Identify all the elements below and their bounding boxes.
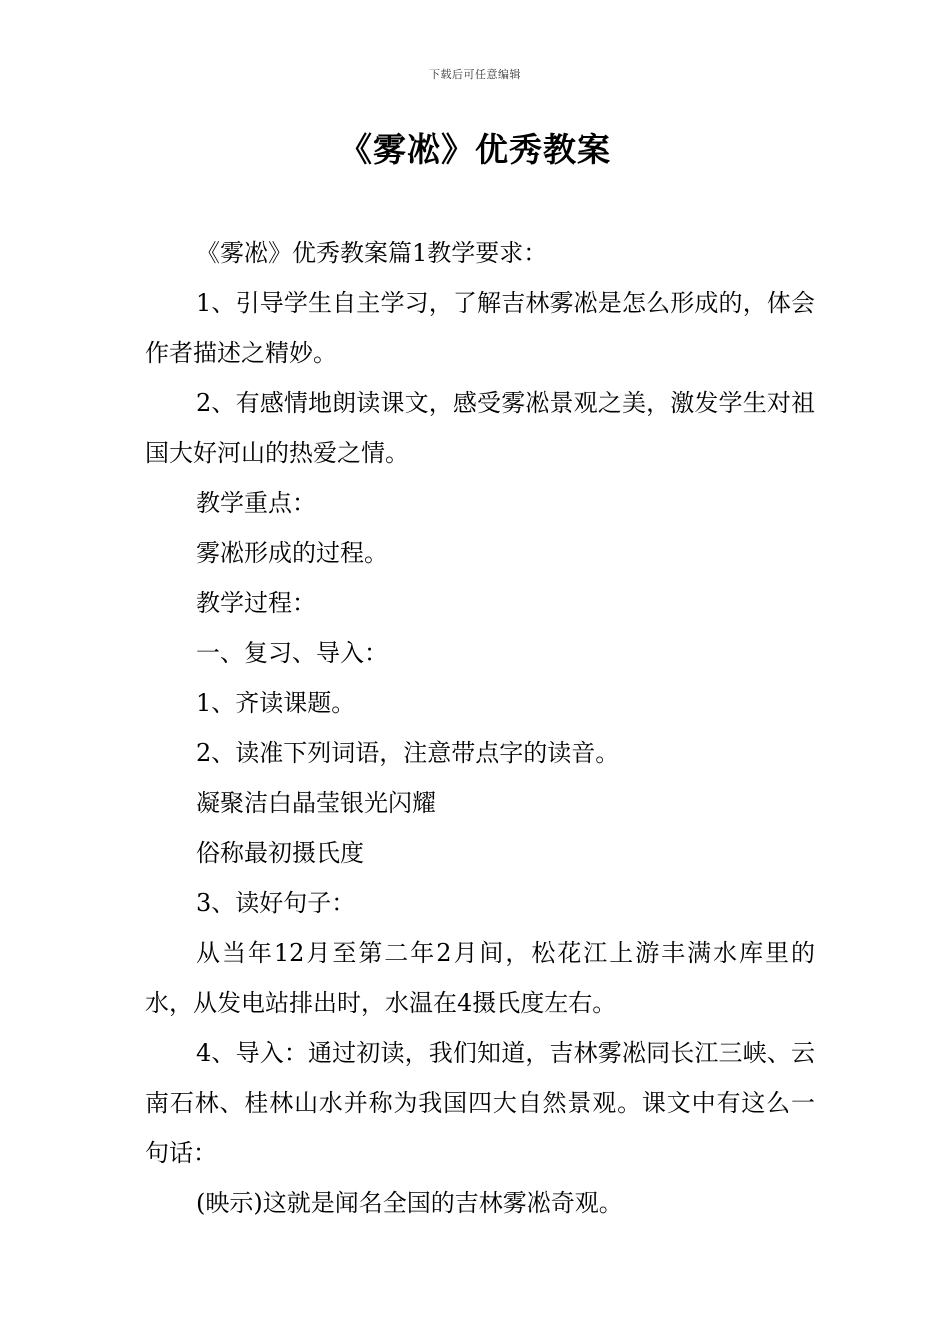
paragraph-process-heading: 教学过程： (196, 589, 316, 617)
paragraph-key-point: 雾凇形成的过程。 (196, 539, 388, 567)
page-header-note: 下载后可任意编辑 (429, 68, 521, 81)
paragraph-step-3: 3、读好句子： (196, 889, 356, 917)
paragraph-step-2: 2、读准下列词语，注意带点字的读音。 (196, 739, 620, 767)
paragraph-section-review: 一、复习、导入： (196, 639, 388, 667)
paragraph-requirement-1: 1、引导学生自主学习，了解吉林雾凇是怎么形成的，体会作者描述之精妙。 (145, 289, 815, 367)
paragraph-intro: 《雾凇》优秀教案篇1教学要求： (196, 239, 548, 267)
document-body (145, 228, 815, 1228)
paragraph-requirement-2: 2、有感情地朗读课文，感受雾凇景观之美，激发学生对祖国大好河山的热爱之情。 (145, 389, 815, 467)
paragraph-vocab-2: 俗称最初摄氏度 (196, 839, 364, 867)
paragraph-vocab-1: 凝聚洁白晶莹银光闪耀 (196, 789, 436, 817)
paragraph-display: (映示)这就是闻名全国的吉林雾凇奇观。 (196, 1189, 623, 1217)
paragraph-step-4: 4、导入：通过初读，我们知道，吉林雾凇同长江三峡、云南石林、桂林山水并称为我国四大自然景观。课文中有这么一句话： (145, 1039, 815, 1167)
paragraph-key-point-heading: 教学重点： (196, 489, 316, 517)
document-title: 《雾凇》优秀教案 (339, 130, 611, 169)
paragraph-step-1: 1、齐读课题。 (196, 689, 356, 717)
paragraph-sentence: 从当年12月至第二年2月间，松花江上游丰满水库里的水，从发电站排出时，水温在4摄氏度左右。 (145, 939, 815, 1017)
